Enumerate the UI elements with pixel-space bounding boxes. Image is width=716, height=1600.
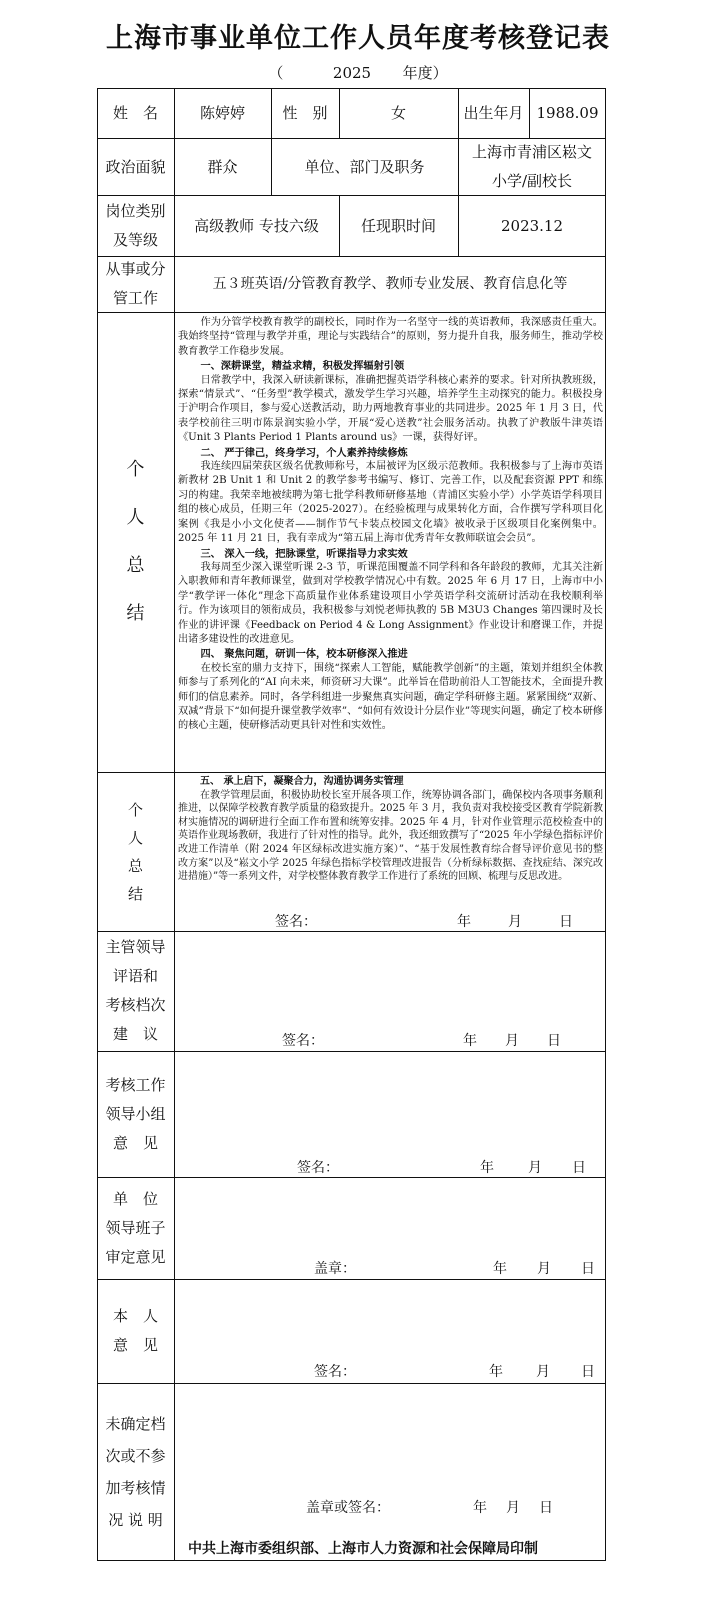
unit-leader-label-line: 单 位 <box>112 1189 158 1208</box>
summary-label-char: 总 <box>126 555 145 576</box>
summary2-text[interactable] <box>175 775 605 909</box>
group-label-line: 意 见 <box>112 1133 158 1152</box>
duty-value[interactable]: 五３班英语/分管教育教学、教师专业发展、教育信息化等 <box>212 276 568 292</box>
birth-value[interactable]: 1988.09 <box>536 104 599 122</box>
unit-leader-sign-day: 日 <box>581 1261 595 1277</box>
unit-value[interactable]: 上海市青浦区崧文小学/副校长 <box>472 142 593 190</box>
post-value[interactable]: 高级教师 专技六级 <box>194 216 319 235</box>
supervisor-label-line: 考核档次 <box>105 996 166 1014</box>
year-open: （ <box>268 64 284 82</box>
unit-leader-label-line: 审定意见 <box>105 1247 166 1266</box>
summary-paragraph: 作为分管学校教育教学的副校长，同时作为一名坚守一线的英语教师，我深感责任重大。我始终坚持“管理与教学并重，理论与实践结合”的原则，努力提升自我，服务师生，推动学校教育教学工作稳步发展。 <box>178 317 603 357</box>
self-label-line: 意 见 <box>112 1336 158 1354</box>
undetermined-label <box>97 1383 174 1561</box>
undetermined-label-line: 未确定档 <box>105 1415 166 1433</box>
supervisor-label-line: 主管领导 <box>105 938 166 956</box>
summary-heading: 一、深耕课堂，精益求精，积极发挥辐射引领 <box>200 360 405 373</box>
supervisor-label <box>97 931 174 1051</box>
summary-paragraph: 在校长室的鼎力支持下，围绕“探索人工智能，赋能教学创新”的主题，策划并组织全体教师参与了系列化的“AI 向未来，师资研习大课”。此举旨在借助前沿人工智能技术，全面提升教师们的信息素养。同时，各学科组进一步聚焦真实问题，确定学科研修主题。紧紧围绕“双新、双减”背景下“如何提升课堂教学效率”、“如何有效设计分层作业”等现实问题，确定了校本研修的核心主题，使研修活动更具针对性和实效性。 <box>178 662 603 732</box>
supervisor-comment-area[interactable] <box>175 932 605 1050</box>
summary-heading: 三、 深入一线，把脉课堂，听课指导力求实效 <box>200 547 408 560</box>
group-label-line: 领导小组 <box>105 1104 166 1123</box>
time-label: 任现职时间 <box>360 216 436 235</box>
supervisor-sign-day: 日 <box>547 1033 561 1049</box>
undetermined-label-line: 加考核情 <box>105 1479 166 1497</box>
undetermined-sign-day: 日 <box>539 1500 553 1516</box>
summary2-label-char: 个 <box>127 800 143 819</box>
summary2-sign-day: 日 <box>559 914 573 930</box>
supervisor-sign-year: 年 <box>463 1033 477 1049</box>
birth-label: 出生年月 <box>463 104 524 122</box>
politics-label: 政治面貌 <box>105 157 166 176</box>
summary-paragraph: 我每周至少深入课堂听课 2-3 节，听课范围覆盖不同学科和各年龄段的教师，尤其关注新入职教师和青年教师课堂，做到对学校教学情况心中有数。2025 年 6 月 17 日，上海市中小学“教学评一体化”理念下高质量作业体系建设项目小学英语学科交流研讨活动在我校顺利举行。作为该项目的领衔成员，我积极参与刘悦老师执教的 5B M3U3 Changes 第四课时及长作业的讲评课《Feedback on Period 4 & Long Assignment》作业设计和磨课工作，并提出诸多建设性的改进意见。 <box>178 561 603 645</box>
gender-label: 性 别 <box>282 104 328 122</box>
footer-publisher: 中共上海市委组织部、上海市人力资源和社会保障局印制 <box>188 1541 538 1557</box>
supervisor-sign-month: 月 <box>505 1033 519 1049</box>
summary-paragraph: 我连续四届荣获区级名优教师称号，本届被评为区级示范教师。我积极参与了上海市英语新教材 2B Unit 1 和 Unit 2 的教学参考书编写、修订、完善工作，以及配套资源 PPT 和练习的构建。我荣幸地被续聘为第七批学科教师研修基地（青浦区实验小学）小学英语学科项目组的核心成员，任期三年（2025-2027）。在经验梳理与成果转化方面，合作撰写学科项目化案例《我是小小文化使者——制作节气卡装点校园文化墙》被收录于区级项目化案例集中。2025 年 11 月 21 日，我有幸成为“第五届上海市优秀青年女教师联谊会会员”。 <box>178 461 603 545</box>
time-value[interactable]: 2023.12 <box>500 216 564 235</box>
form-title: 上海市事业单位工作人员年度考核登记表 <box>106 23 610 54</box>
summary-heading: 四、 聚焦问题，研训一体，校本研修深入推进 <box>200 648 408 661</box>
supervisor-sign-label: 签名： <box>282 1033 324 1049</box>
unit-label: 单位、部门及职务 <box>304 157 425 176</box>
year-line <box>0 62 716 83</box>
self-sign-month: 月 <box>536 1364 550 1380</box>
summary-text[interactable] <box>175 316 605 768</box>
undetermined-label-line: 况 说 明 <box>108 1511 163 1529</box>
duty-label: 从事或分管工作 <box>105 260 166 307</box>
summary-paragraph: 日常教学中，我深入研读新课标，准确把握英语学科核心素养的要求。针对所执教班级，探索“情景式”、“任务型”教学模式，激发学生学习兴趣，培养学生主动探究的能力。积极投身于沪明合作项目，参与爱心送教活动，助力两地教育事业的共同进步。2025 年 1 月 3 日，代表学校前往三明市陈景润实验小学，开展“爱心送教”社会服务活动。执教了沪教版牛津英语《Unit 3 Plants Period 1 Plants around us》一课，获得好评。 <box>178 374 603 444</box>
summary2-sign-month: 月 <box>508 914 522 930</box>
name-label: 姓 名 <box>112 104 158 122</box>
summary-label-char: 个 <box>126 459 145 480</box>
summary-label-char: 人 <box>126 507 145 528</box>
self-sign-day: 日 <box>581 1364 595 1380</box>
undetermined-sign-year: 年 <box>473 1500 487 1516</box>
post-label: 岗位类别及等级 <box>105 201 166 249</box>
undetermined-comment-area[interactable] <box>175 1384 605 1560</box>
supervisor-label-line: 评语和 <box>112 967 158 985</box>
summary2-label-char: 总 <box>127 856 143 875</box>
unit-leader-label-line: 领导班子 <box>105 1218 166 1237</box>
summary2-sign-year: 年 <box>457 914 471 930</box>
undetermined-sign-month: 月 <box>506 1500 520 1516</box>
group-sign-year: 年 <box>480 1160 494 1176</box>
unit-leader-stamp-label: 盖章： <box>314 1261 356 1277</box>
self-sign-label: 签名： <box>314 1364 356 1380</box>
name-value[interactable]: 陈婷婷 <box>199 104 245 122</box>
group-sign-day: 日 <box>572 1160 586 1176</box>
group-sign-month: 月 <box>528 1160 542 1176</box>
group-label <box>97 1051 174 1177</box>
year-value: 2025 <box>332 64 372 82</box>
summary2-label-char: 人 <box>127 828 143 847</box>
summary-paragraph: 在教学管理层面，积极协助校长室开展各项工作，统筹协调各部门，确保校内各项事务顺利推进，以保障学校教育教学质量的稳致提升。2025 年 3 月，我负责对我校接受区教育学院新教材实施情况的调研进行全面工作布置和统筹安排。2025 年 4 月，针对作业管理示范校检查中的英语作业现场教研，我进行了针对性的指导。此外，我还细致撰写了“2025 年小学绿色指标评价改进工作清单（附 2024 年区绿标改进实施方案）”、“基于发展性教育综合督导评价意见书的整改方案”以及“崧文小学 2025 年绿色指标学校管理改进报告（分析绿标数据、查找症结、深究改进措施）”等一系列文件，对学校整体教育教学工作进行了系统的回顾、梳理与反思改进。 <box>178 789 603 883</box>
summary-label <box>97 312 174 772</box>
self-sign-year: 年 <box>489 1364 503 1380</box>
summary2-label-char: 结 <box>127 884 143 903</box>
group-sign-label: 签名： <box>297 1160 339 1176</box>
gender-value[interactable]: 女 <box>390 104 406 122</box>
self-label-line: 本 人 <box>112 1307 158 1325</box>
summary2-label <box>97 772 174 931</box>
unit-leader-sign-year: 年 <box>493 1261 507 1277</box>
self-label <box>97 1279 174 1383</box>
politics-value[interactable]: 群众 <box>207 157 238 176</box>
summary-heading: 二、 严于律己，终身学习，个人素养持续修炼 <box>200 446 408 459</box>
supervisor-label-line: 建 议 <box>112 1025 158 1043</box>
summary-heading: 五、 承上启下，凝聚合力，沟通协调务实管理 <box>200 776 404 787</box>
group-label-line: 考核工作 <box>105 1075 166 1094</box>
year-suffix: 年度） <box>402 64 448 82</box>
undetermined-sign-label: 盖章或签名： <box>306 1500 390 1516</box>
undetermined-label-line: 次或不参 <box>105 1447 166 1465</box>
unit-leader-label <box>97 1177 174 1279</box>
summary-label-char: 结 <box>126 603 145 624</box>
summary2-sign-label: 签名： <box>275 914 317 930</box>
unit-leader-sign-month: 月 <box>537 1261 551 1277</box>
